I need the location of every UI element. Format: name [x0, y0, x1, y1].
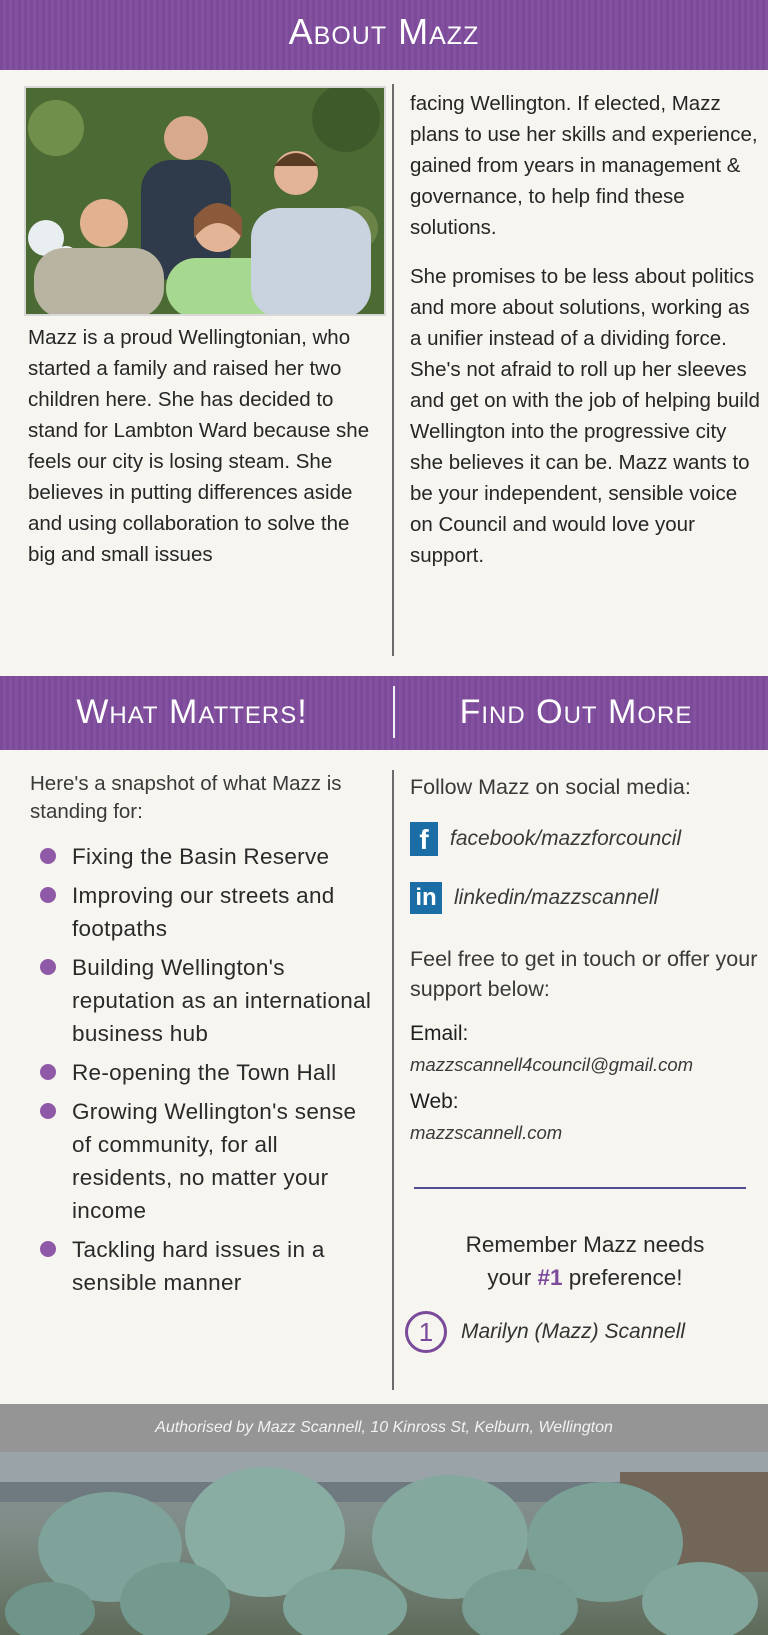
list-item-text: Tackling hard issues in a sensible manner	[72, 1237, 325, 1295]
web-link[interactable]: mazzscannell.com	[410, 1122, 563, 1143]
list-item	[36, 1095, 381, 1227]
list-item	[36, 1233, 381, 1299]
list-item-text: Re-opening the Town Hall	[72, 1060, 337, 1085]
sea-urchin-sculpture-photo	[0, 1452, 768, 1635]
facebook-handle: facebook/mazzforcouncil	[450, 827, 682, 850]
column-divider	[392, 84, 394, 656]
remember-note	[410, 1228, 760, 1294]
about-paragraph: facing Wellington. If elected, Mazz plans to use her skills and experience, gained from years in management & governance, to help find these solutions.	[410, 92, 758, 239]
about-right-column	[410, 88, 760, 589]
bullet-icon	[40, 848, 56, 864]
authorisation-statement: Authorised by Mazz Scannell, 10 Kinross St, Kelburn, Wellington	[0, 1404, 768, 1452]
policy-list	[36, 840, 381, 1299]
section-header	[0, 676, 768, 750]
list-item	[36, 951, 381, 1050]
family-photo	[24, 86, 386, 316]
list-item-text: Improving our streets and footpaths	[72, 883, 335, 941]
ballot-example	[405, 1310, 765, 1354]
vote-number-icon: 1	[405, 1311, 447, 1353]
facebook-link[interactable]	[410, 822, 760, 856]
contact-invite: Feel free to get in touch or offer your support below:	[410, 947, 758, 1001]
remember-text: your	[487, 1265, 538, 1290]
about-header	[0, 0, 768, 70]
list-item-text: Growing Wellington's sense of community, for all residents, no matter your income	[72, 1099, 357, 1223]
list-item-text: Building Wellington's reputation as an international business hub	[72, 955, 372, 1046]
remember-line-2	[410, 1261, 760, 1294]
remember-text: preference!	[562, 1265, 683, 1290]
what-matters-title: What Matters!	[76, 693, 308, 731]
candidate-name: Marilyn (Mazz) Scannell	[461, 1320, 686, 1343]
linkedin-handle: linkedin/mazzscannell	[454, 886, 659, 909]
what-matters-intro: Here's a snapshot of what Mazz is standing for:	[30, 772, 342, 823]
list-item-text: Fixing the Basin Reserve	[72, 844, 330, 869]
follow-text: Follow Mazz on social media:	[410, 775, 691, 799]
linkedin-link[interactable]	[410, 882, 760, 914]
about-left-text: Mazz is a proud Wellingtonian, who started a family and raised her two children here. She has decided to stand for Lambton Ward because she feels our city is losing steam. She believes in putting differences aside and using collaboration to solve the big and small issues	[28, 326, 370, 566]
preference-number: #1	[537, 1265, 563, 1290]
about-title: About Mazz	[288, 11, 480, 52]
divider-line	[414, 1187, 746, 1189]
bullet-icon	[40, 1064, 56, 1080]
list-item	[36, 840, 381, 873]
bullet-icon	[40, 959, 56, 975]
bullet-icon	[40, 1103, 56, 1119]
email-link[interactable]: mazzscannell4council@gmail.com	[410, 1054, 694, 1075]
list-item	[36, 1056, 381, 1089]
email-label: Email:	[410, 1022, 469, 1045]
remember-line-1: Remember Mazz needs	[465, 1232, 705, 1257]
column-divider	[392, 770, 394, 1390]
web-label: Web:	[410, 1090, 459, 1113]
bullet-icon	[40, 1241, 56, 1257]
list-item	[36, 879, 381, 945]
linkedin-icon: in	[410, 882, 442, 914]
bullet-icon	[40, 887, 56, 903]
facebook-icon: f	[410, 822, 438, 856]
about-paragraph: She promises to be less about politics and more about solutions, working as a unifier instead of a dividing force. She's not afraid to roll up her sleeves and get on with the job of helping build Wellington into the progressive city she believes it can be. Mazz wants to be your independent, sensible voice on Council and would love your support.	[410, 265, 760, 567]
find-out-more-title: Find Out More	[459, 693, 693, 731]
